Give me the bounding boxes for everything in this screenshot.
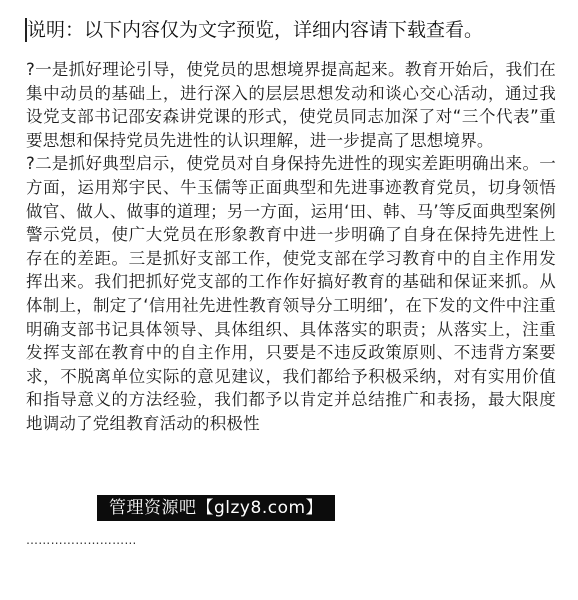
paragraph-1: ?一是抓好理论引导，使党员的思想境界提高起来。教育开始后，我们在集中动员的基础上，进行深入的层层思想发动和谈心交心活动，通过我设党支部书记邵安森讲党课的形式，使党员同志加深了对“三个代表”重要思想和保持党员先进性的认识理解，进一步提高了思想境界。 xyxy=(26,60,556,150)
paragraph-2: ?二是抓好典型启示，使党员对自身保持先进性的现实差距明确出来。一方面，运用郑宇民、牛玉儒等正面典型和先进事迹教育党员，切身领悟做官、做人、做事的道理；另一方面，运用‘田、韩、马’等反面典型案例警示党员，使广大党员在形象教育中进一步明确了自身在保持先进性上存在的差距。三是抓好支部工作，使党支部在学习教育中的自主作用发挥出来。我们把抓好党支部的工作作好搞好教育的基础和保证来抓。从体制上，制定了‘信用社先进性教育领导分工明细’，在下发的文件中注重明确支部书记具体领导、具体组织、具体落实的职责；从落实上，注重发挥支部在教育中的自主作用，只要是不违反政策原则、不违背方案要求，不脱离单位实际的意见建议，我们都给予积极采纳，对有实用价值和指导意义的方法经验，我们都予以肯定并总结推广和表扬，最大限度地调动了党组教育活动的积极性 xyxy=(26,154,556,433)
watermark-label: 管理资源吧【glzy8.com】 xyxy=(97,495,335,521)
preview-notice: 说明：以下内容仅为文字预览，详细内容请下载查看。 xyxy=(27,19,484,41)
document-body xyxy=(26,58,556,436)
trailing-ellipsis: ……………………… xyxy=(26,533,137,547)
